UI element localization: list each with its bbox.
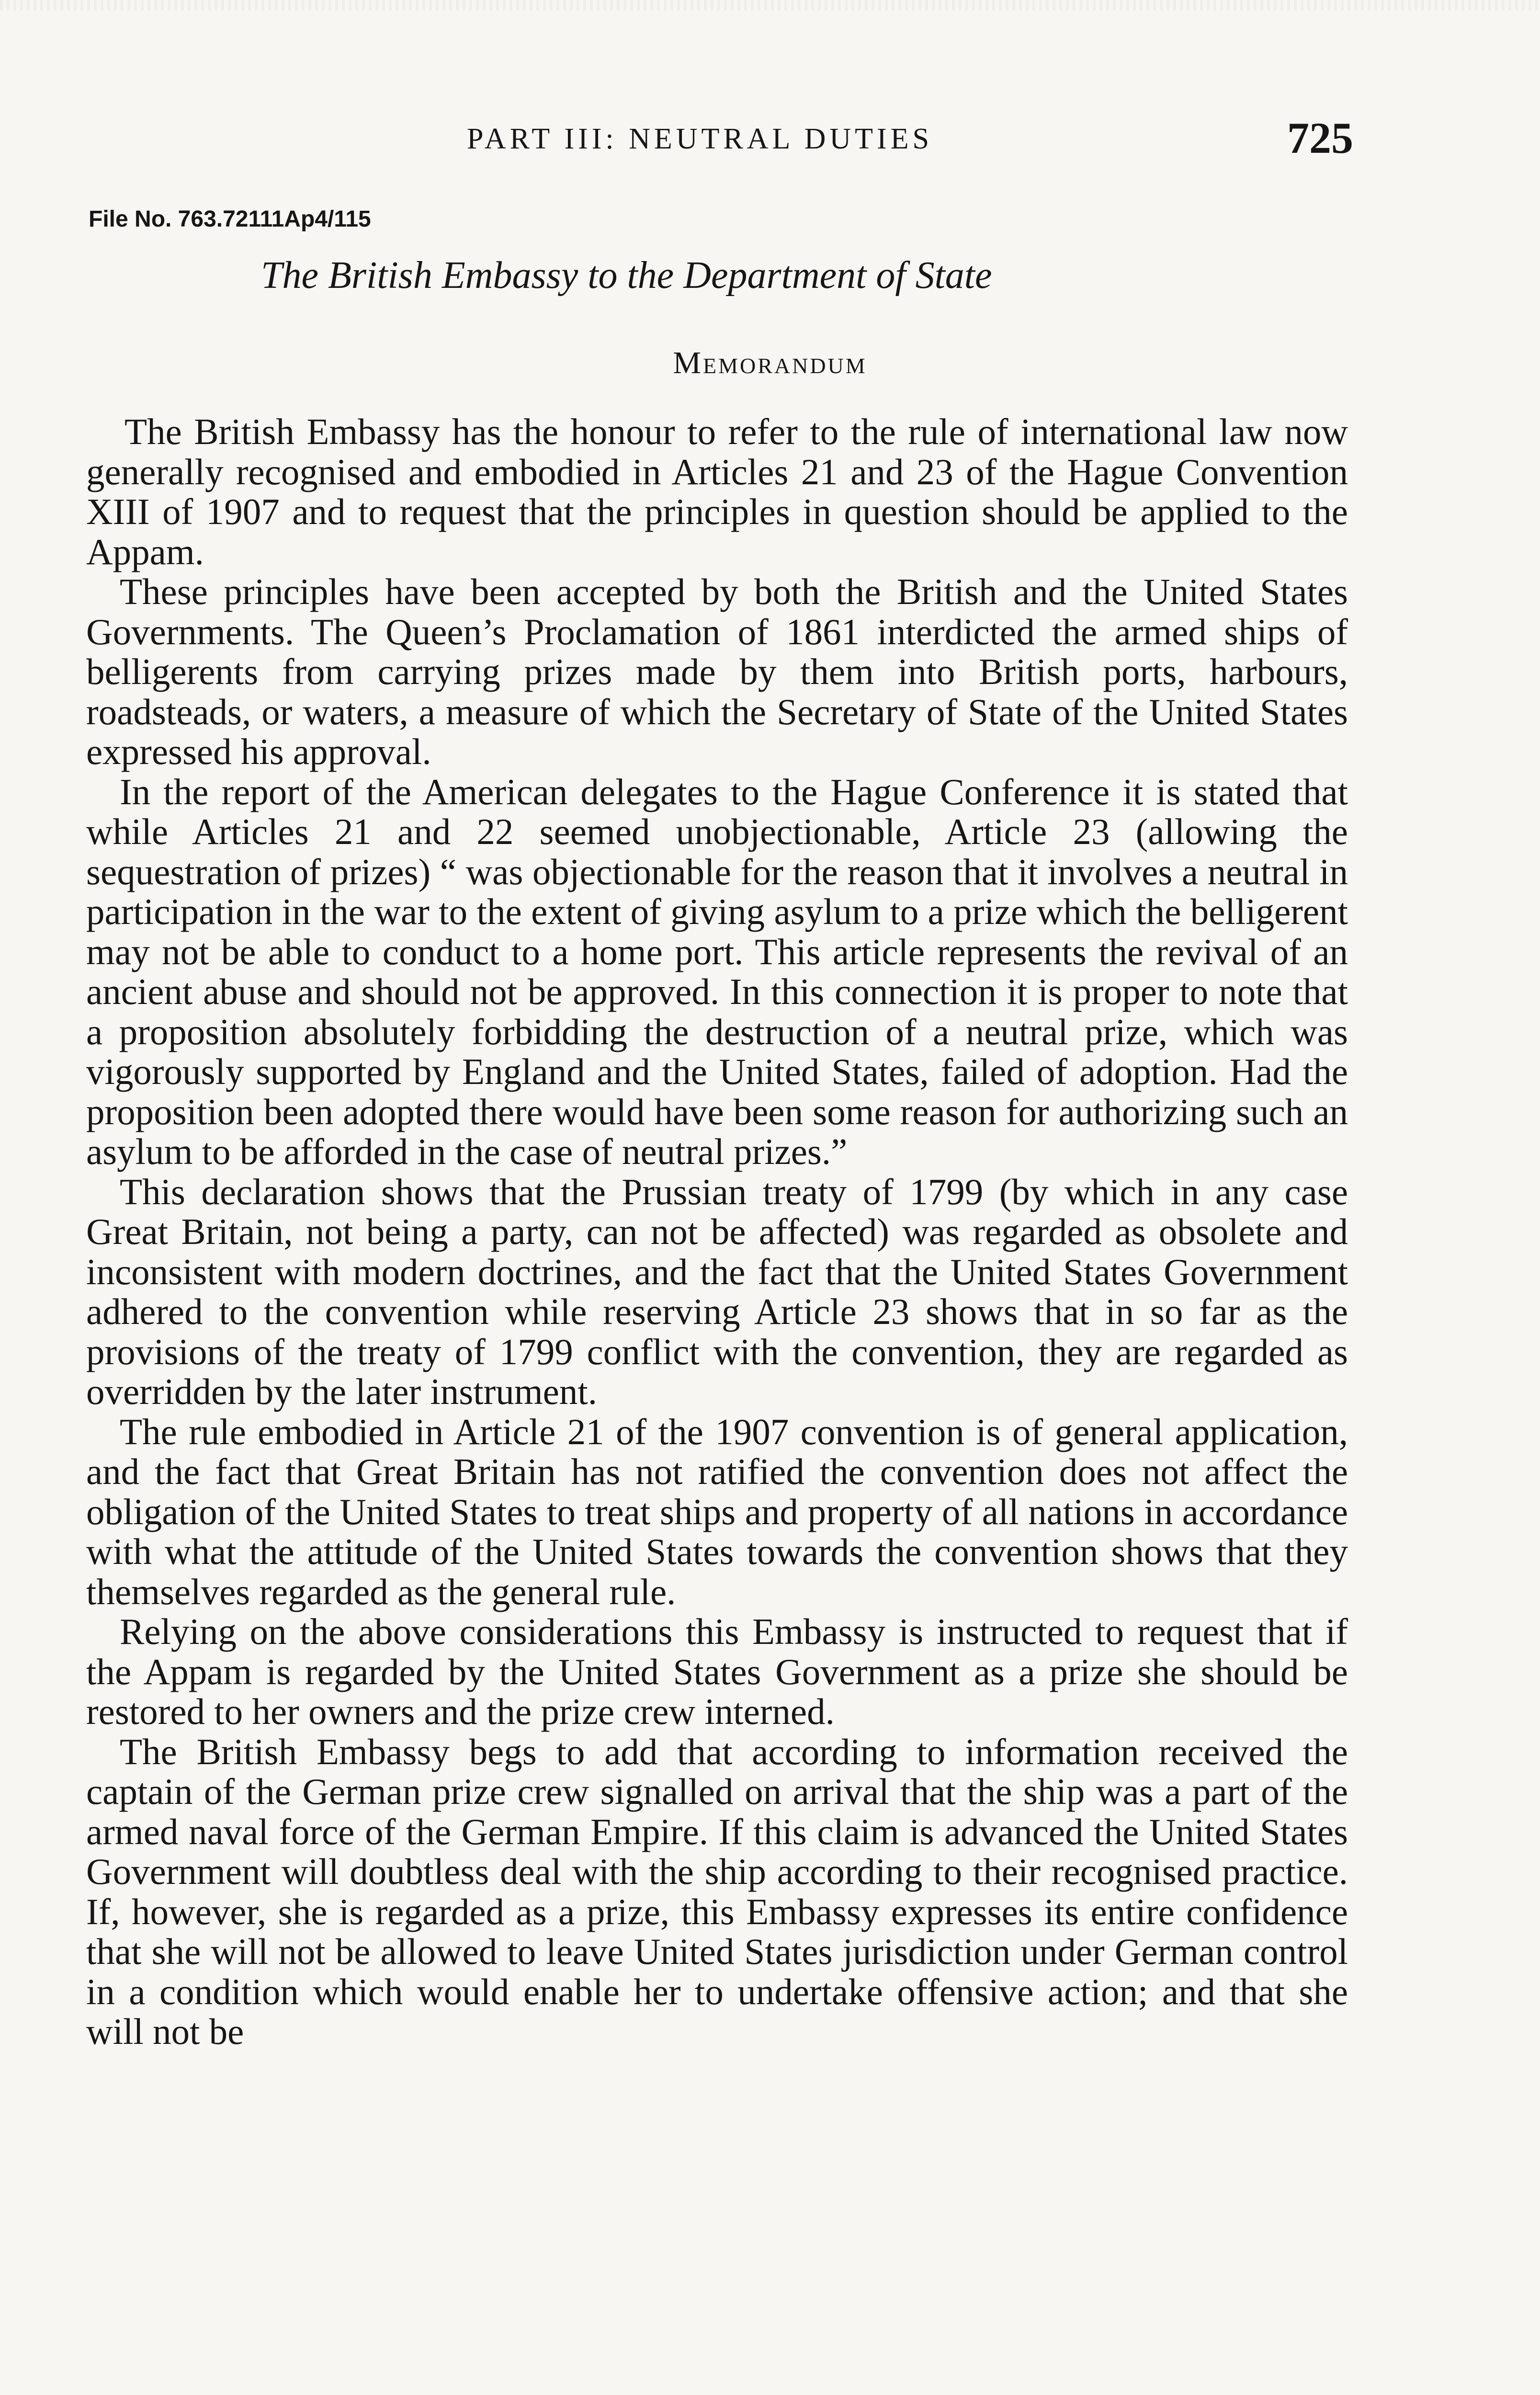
paragraph-2: These principles have been accepted by both the British and the United States Governments. The Queen’s Proclamation of 1861 interdicted the armed ships of belligerents from carrying prizes made by them into British ports, harbours, roadsteads, or waters, a measure of which the Secretary of State of the United States expressed his approval. [86, 571, 1348, 772]
paragraph-5: The rule embodied in Article 21 of the 1907 convention is of general application, and the fact that Great Britain has not ratified the convention does not affect the obligation of the United States to treat ships and property of all nations in accordance with what the attitude of the United States towards the convention shows that they themselves regarded as the general rule. [86, 1411, 1348, 1612]
running-head: PART III: NEUTRAL DUTIES [467, 123, 933, 155]
document-title: The British Embassy to the Department of State [261, 254, 992, 297]
paragraph-1: The British Embassy has the honour to refer to the rule of international law now generally recognised and embodied in Articles 21 and 23 of the Hague Convention XIII of 1907 and to request that the principles in question should be applied to the Appam. [86, 411, 1348, 572]
paragraph-4: This declaration shows that the Prussian treaty of 1799 (by which in any case Great Britain, not being a party, can not be affected) was regarded as obsolete and inconsistent with modern doctrines, and the fact that the United States Government adhered to the convention while reserving Article 23 shows that in so far as the provisions of the treaty of 1799 conflict with the convention, they are regarded as overridden by the later instrument. [86, 1171, 1348, 1412]
file-number: File No. 763.72111Ap4/115 [89, 206, 371, 232]
memorandum-body [86, 412, 1348, 2052]
page-number: 725 [1287, 114, 1353, 162]
paragraph-6: Relying on the above considerations this Embassy is instructed to request that if the Appam is regarded by the United States Government as a prize she should be restored to her owners and the prize crew interned. [86, 1611, 1348, 1732]
page-edge-noise [0, 0, 1540, 11]
paragraph-7: The British Embassy begs to add that according to information received the captain of the German prize crew signalled on arrival that the ship was a part of the armed naval force of the German Empire. If this claim is advanced the United States Government will doubtless deal with the ship according to their recognised practice. If, however, she is regarded as a prize, this Embassy expresses its entire confidence that she will not be allowed to leave United States jurisdiction under German control in a condition which would enable her to undertake offensive action; and that she will not be [86, 1731, 1348, 2052]
paragraph-3: In the report of the American delegates to the Hague Conference it is stated that while Articles 21 and 22 seemed unobjectionable, Article 23 (allowing the sequestration of prizes) “ was objectionable for the reason that it involves a neutral in participation in the war to the extent of giving asylum to a prize which the belligerent may not be able to conduct to a home port. This article represents the revival of an ancient abuse and should not be approved. In this connection it is proper to note that a proposition absolutely forbidding the destruction of a neutral prize, which was vigorously supported by England and the United States, failed of adoption. Had the proposition been adopted there would have been some reason for authorizing such an asylum to be afforded in the case of neutral prizes.” [86, 771, 1348, 1172]
memorandum-heading: Memorandum [673, 345, 867, 380]
